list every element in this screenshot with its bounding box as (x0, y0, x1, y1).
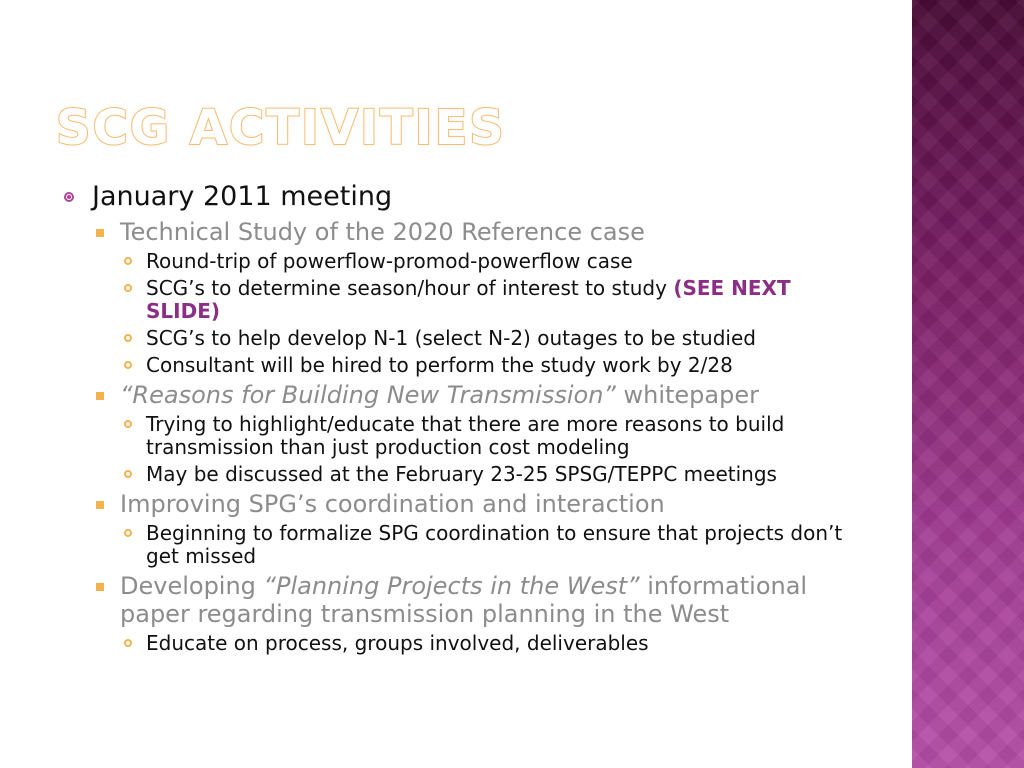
bullet-text: Educate on process, groups involved, deliverables (146, 631, 649, 655)
ring-bullet-icon (124, 284, 132, 292)
bullet-text-rest: informational paper regarding transmission planning in the West (120, 572, 808, 628)
list-item (120, 277, 864, 323)
square-bullet-icon (96, 229, 104, 237)
list-item (120, 327, 864, 350)
paper-title: “Planning Projects in the West” (263, 572, 640, 600)
bullet-text-main: SCG’s to determine season/hour of interest to study (146, 276, 674, 300)
ring-bullet-icon (124, 334, 132, 342)
ring-bullet-icon (124, 470, 132, 478)
slide-title: SCG ACTIVITIES (56, 100, 506, 156)
ring-bullet-icon (124, 529, 132, 537)
list-item (120, 250, 864, 273)
bullet-text: Improving SPG’s coordination and interaction (120, 490, 665, 518)
see-next-slide-note: (SEE NEXT SLIDE) (146, 276, 791, 323)
bullet-list-level3 (120, 250, 864, 377)
bullet-text (146, 277, 864, 323)
bullet-text-prefix: Developing (120, 572, 264, 600)
ring-bullet-icon (124, 639, 132, 647)
bullet-list-level2 (92, 218, 864, 655)
square-bullet-icon (96, 583, 104, 591)
bullet-text: Consultant will be hired to perform the study work by 2/28 (146, 353, 733, 377)
ring-bullet-icon (124, 361, 132, 369)
bullet-text: Beginning to formalize SPG coordination to ensure that projects don’t get missed (146, 521, 843, 568)
list-item (92, 381, 864, 486)
square-bullet-icon (96, 501, 104, 509)
whitepaper-title: “Reasons for Building New Transmission” (120, 381, 616, 409)
bullet-list-level3 (120, 522, 864, 568)
list-item (120, 413, 864, 459)
bullet-text: January 2011 meeting (92, 181, 393, 212)
square-bullet-icon (96, 392, 104, 400)
bullet-text: Trying to highlight/educate that there are more reasons to build transmission than just production cost modeling (146, 412, 785, 459)
list-item (120, 463, 864, 486)
list-item (120, 522, 864, 568)
list-item (120, 632, 864, 655)
bullet-text (120, 381, 864, 409)
bullet-text: Technical Study of the 2020 Reference case (120, 218, 645, 246)
bullet-list-level3 (120, 632, 864, 655)
ring-bullet-icon (124, 257, 132, 265)
list-item (120, 354, 864, 377)
bullet-list-level1 (64, 180, 864, 655)
bullet-text-rest: whitepaper (615, 381, 759, 409)
list-item (92, 572, 864, 655)
slide-content (64, 180, 864, 655)
decorative-sidebar (912, 0, 1024, 768)
list-item (92, 218, 864, 377)
bullet-text: Round-trip of powerflow-promod-powerflow case (146, 249, 633, 273)
bullet-text: May be discussed at the February 23-25 SPSG/TEPPC meetings (146, 462, 777, 486)
bullet-text (120, 572, 864, 628)
list-item (64, 180, 864, 655)
circle-bullet-icon (64, 192, 74, 202)
list-item (92, 490, 864, 568)
bullet-list-level3 (120, 413, 864, 486)
ring-bullet-icon (124, 420, 132, 428)
bullet-text: SCG’s to help develop N-1 (select N-2) outages to be studied (146, 326, 756, 350)
